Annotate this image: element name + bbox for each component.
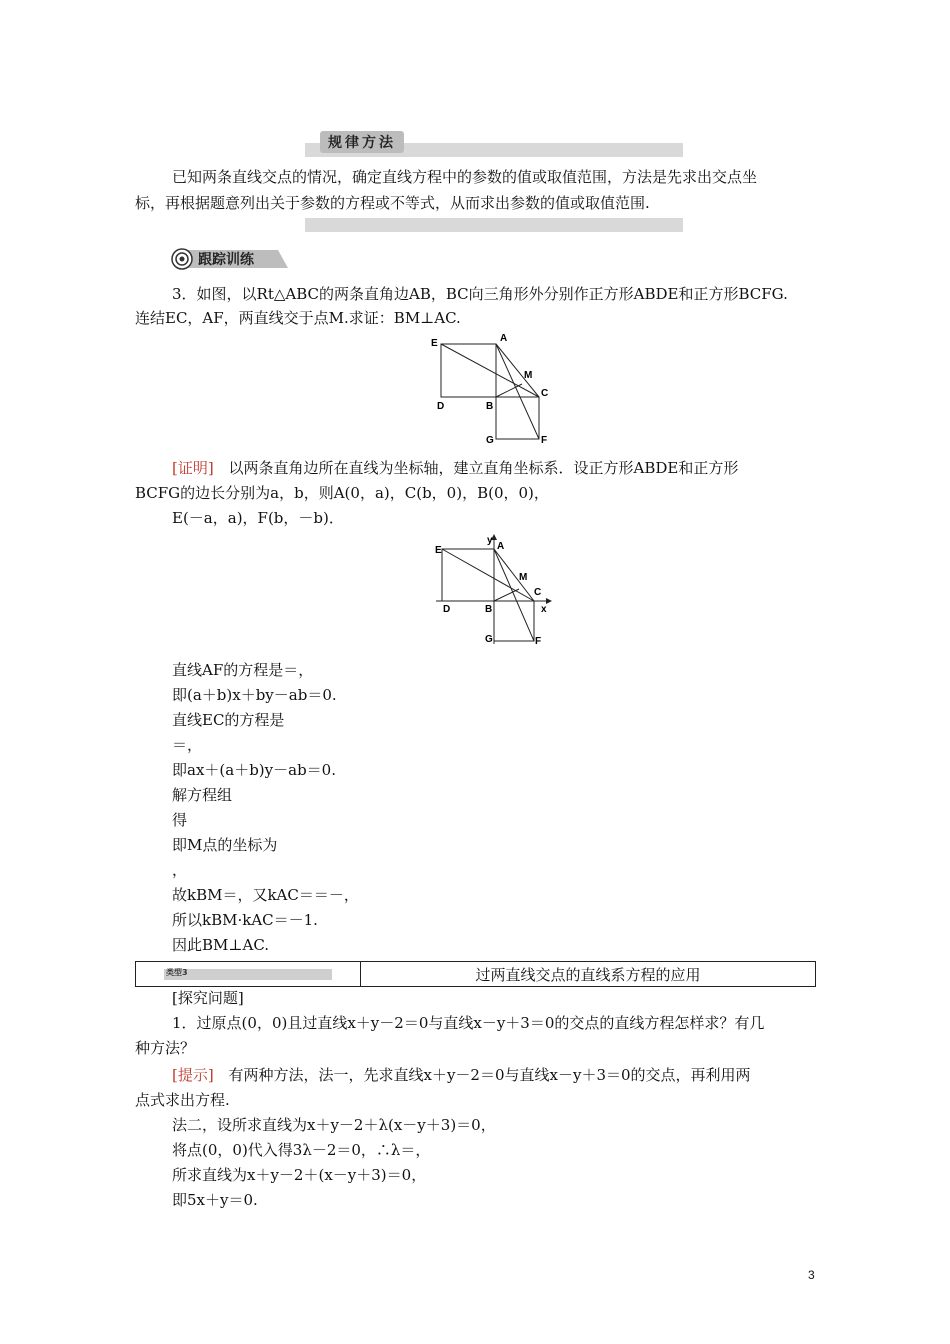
derivation-line-3: 直线EC的方程是 <box>172 711 285 729</box>
fig1-label-D: D <box>437 401 445 412</box>
method2-line-4: 即5x＋y＝0. <box>172 1191 258 1209</box>
figure-2-coordinates <box>430 532 560 647</box>
type3-header-table <box>135 961 816 987</box>
fig2-label-x: x <box>541 604 547 615</box>
fig1-label-G: G <box>486 435 494 446</box>
derivation-line-5: 即ax＋(a＋b)y－ab＝0. <box>172 761 336 779</box>
fig1-label-M: M <box>524 370 533 381</box>
fig1-label-B: B <box>486 401 494 412</box>
proof-line-3: E(－a，a)，F(b，－b)． <box>172 509 344 527</box>
proof-tag: [证明] <box>172 459 214 477</box>
fig2-label-A: A <box>497 541 505 552</box>
problem3-line-1: 3．如图，以Rt△ABC的两条直角边AB，BC向三角形外分别作正方形ABDE和正方形BCFG. <box>172 285 788 303</box>
derivation-line-12: 因此BM⊥AC. <box>172 936 270 954</box>
explore-heading: [探究问题] <box>172 989 244 1007</box>
derivation-line-1: 直线AF的方程是＝， <box>172 661 314 679</box>
derivation-line-2: 即(a＋b)x＋by－ab＝0. <box>172 686 337 704</box>
fig2-label-F: F <box>535 636 542 647</box>
derivation-line-7: 得 <box>172 811 188 829</box>
method-title: 规律方法 <box>320 131 404 153</box>
fig1-label-C: C <box>541 388 549 399</box>
fig2-label-D: D <box>443 604 451 615</box>
hint-line-1 <box>172 1065 751 1085</box>
fig2-label-E: E <box>435 545 442 556</box>
method2-line-3: 所求直线为x＋y－2＋(x－y＋3)＝0， <box>172 1166 427 1184</box>
explore-q1-line-1: 1．过原点(0，0)且过直线x＋y－2＝0与直线x－y＋3＝0的交点的直线方程怎样求？有几 <box>172 1014 765 1032</box>
method-line-2: 标，再根据题意列出关于参数的方程或不等式，从而求出参数的值或取值范围. <box>135 194 650 212</box>
derivation-line-11: 所以kBM·kAC＝－1. <box>172 911 318 929</box>
hint-line-1-text: 有两种方法，法一，先求直线x＋y－2＝0与直线x－y＋3＝0的交点，再利用两 <box>228 1066 751 1084</box>
derivation-line-6: 解方程组 <box>172 786 233 804</box>
derivation-line-9: ， <box>172 861 188 879</box>
proof-line-1-text: 以两条直角边所在直线为坐标轴，建立直角坐标系．设正方形ABDE和正方形 <box>228 459 739 477</box>
method-line-1: 已知两条直线交点的情况，确定直线方程中的参数的值或取值范围，方法是先求出交点坐 <box>172 168 758 186</box>
hint-tag: [提示] <box>172 1066 214 1084</box>
method2-line-2: 将点(0，0)代入得3λ－2＝0，∴λ＝， <box>172 1141 431 1159</box>
type3-title: 过两直线交点的直线系方程的应用 <box>361 962 816 987</box>
method-banner-bottom <box>305 218 683 232</box>
type3-badge-bar <box>164 969 332 980</box>
page-number: 3 <box>808 1268 815 1282</box>
tracking-header <box>170 246 288 270</box>
figure-1-squares <box>425 332 555 450</box>
method2-line-1: 法二，设所求直线为x＋y－2＋λ(x－y＋3)＝0， <box>172 1116 496 1134</box>
tracking-label: 跟踪训练 <box>198 252 254 268</box>
fig2-label-B: B <box>485 604 493 615</box>
proof-line-2: BCFG的边长分别为a，b，则A(0，a)，C(b，0)，B(0，0)， <box>135 484 549 502</box>
fig2-label-M: M <box>519 572 528 583</box>
fig1-label-E: E <box>431 338 438 349</box>
derivation-line-4: ＝， <box>172 736 203 754</box>
explore-q1-line-2: 种方法？ <box>135 1039 196 1057</box>
fig2-label-G: G <box>485 634 493 645</box>
derivation-line-8: 即M点的坐标为 <box>172 836 278 854</box>
type3-badge: 类型3 <box>166 967 188 977</box>
problem3-line-2: 连结EC，AF，两直线交于点M.求证：BM⊥AC. <box>135 309 461 327</box>
proof-line-1 <box>172 458 738 478</box>
fig1-label-F: F <box>541 435 548 446</box>
type3-badge-cell <box>136 962 361 987</box>
fig2-label-y: y <box>487 535 493 546</box>
fig1-label-A: A <box>500 333 508 344</box>
fig2-label-C: C <box>534 587 542 598</box>
hint-line-2: 点式求出方程. <box>135 1091 230 1109</box>
derivation-line-10: 故kBM＝，又kAC＝＝－， <box>172 886 359 904</box>
